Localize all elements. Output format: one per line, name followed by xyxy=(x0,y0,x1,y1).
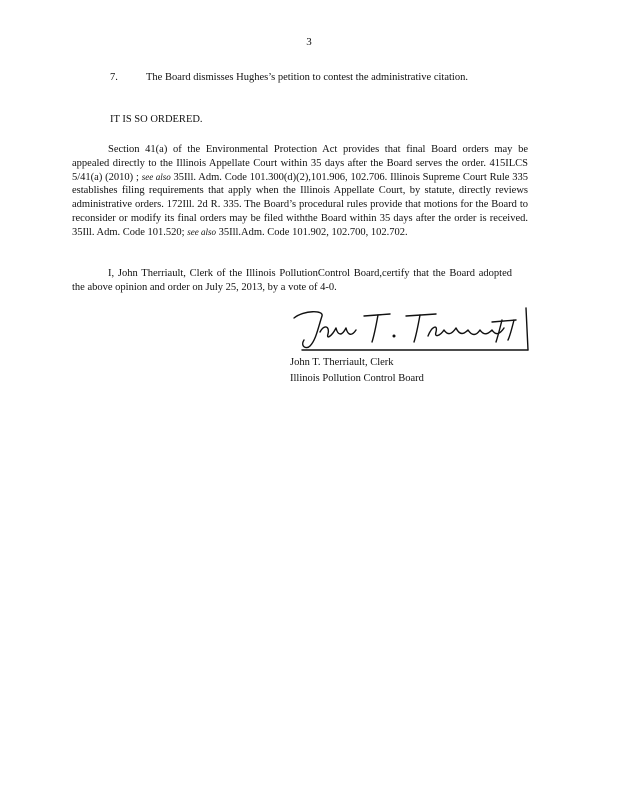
handwritten-signature xyxy=(290,306,530,354)
signature-block xyxy=(290,306,530,386)
appeal-paragraph xyxy=(72,143,528,240)
clerk-organization: Illinois Pollution Control Board xyxy=(290,373,424,384)
appeal-text-3: 35Ill.Adm. Code 101.902, 102.700, 102.702. xyxy=(215,226,408,238)
certification-paragraph: I, John Therriault, Clerk of the Illinois PollutionControl Board,certify that the Board adopted the above opinion and order on July 25, 2013, by a vote of 4-0. xyxy=(72,268,512,293)
appeal-text-1: Section 41(a) of the Environmental Protection Act provides that final Board orders may be appealed directly to the Illinois Appellate Court within 35 days after the Board serves the order. 415ILCS 5/41(a) (2010) ; xyxy=(72,144,528,183)
page-number: 3 xyxy=(306,36,312,48)
so-ordered-heading: IT IS SO ORDERED. xyxy=(110,114,203,125)
appeal-text-2: 35Ill. Adm. Code 101.300(d)(2),101.906, 102.706. Illinois Supreme Court Rule 335 establishes filing requirements that apply when the Illinois Appellate Court, by statute, directly reviews administrative orders. 172Ill. 2d R. 335. The Board’s procedural rules provide that motions for the Board to reconsider or modify its final orders may be filed withthe Board within 35 days after the order is received. 35Ill. Adm. Code 101.520; xyxy=(72,171,529,238)
numbered-item xyxy=(110,71,470,85)
clerk-name: John T. Therriault, Clerk xyxy=(290,357,394,368)
see-also-2: see also xyxy=(187,226,216,237)
item-number: 7. xyxy=(110,72,118,83)
see-also-1: see also xyxy=(141,171,171,182)
item-text: The Board dismisses Hughes’s petition to contest the administrative citation. xyxy=(146,72,468,83)
